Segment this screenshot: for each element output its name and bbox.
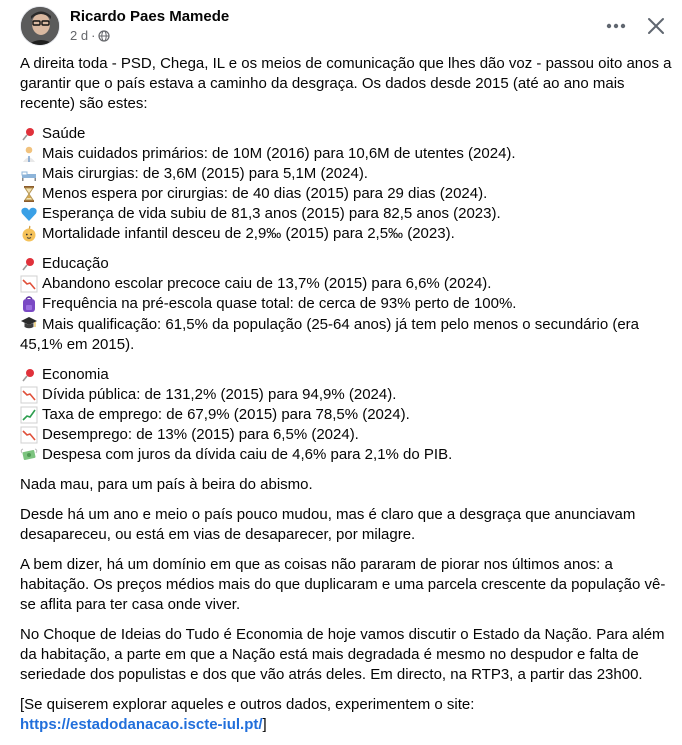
section-heading-label: Economia — [42, 366, 109, 383]
more-horizontal-icon — [606, 23, 626, 29]
list-item — [20, 224, 676, 244]
profile-photo-icon — [21, 7, 60, 46]
list-item — [20, 184, 676, 204]
link-suffix-text: ] — [262, 716, 267, 733]
section-educacao — [20, 254, 676, 355]
list-item — [20, 204, 676, 224]
avatar[interactable] — [20, 6, 60, 46]
pushpin-icon — [20, 255, 38, 273]
section-heading — [20, 124, 676, 144]
post-time[interactable]: 2 d — [70, 28, 89, 43]
post-meta — [70, 28, 110, 43]
section-heading — [20, 365, 676, 385]
more-options-button[interactable] — [602, 14, 630, 38]
hospital-bed-icon — [20, 165, 38, 183]
globe-icon — [98, 30, 110, 42]
list-item-text: Frequência na pré-escola quase total: de cerca de 93% perto de 100%. — [42, 295, 517, 312]
paragraph: No Choque de Ideias do Tudo é Economia de hoje vamos discutir o Estado da Nação. Para além da habitação, a parte em que a Nação está mais degradada é mesmo no despudor e falta de seriedade dos populistas e dos que vão atrás deles. Em directo, na RTP3, a partir das 23h00. — [20, 626, 665, 683]
section-heading-label: Educação — [42, 255, 109, 272]
paragraph-with-link — [20, 695, 676, 735]
section-heading-label: Saúde — [42, 125, 86, 142]
chart-increasing-icon — [20, 406, 38, 424]
list-item — [20, 405, 676, 425]
meta-separator: · — [91, 28, 96, 43]
pushpin-icon — [20, 125, 38, 143]
list-item-text: Abandono escolar precoce caiu de 13,7% (2015) para 6,6% (2024). — [42, 275, 492, 292]
list-item — [20, 144, 676, 164]
author-name[interactable]: Ricardo Paes Mamede — [70, 8, 230, 25]
close-button[interactable] — [642, 12, 670, 40]
post-intro: A direita toda - PSD, Chega, IL e os meios de comunicação que lhes dão voz - passou oito anos a garantir que o país estava a caminho da desgraça. Os dados desde 2015 (até ao ano mais recente) são estes: — [20, 55, 672, 112]
list-item — [20, 445, 676, 465]
backpack-icon — [20, 295, 38, 313]
money-wings-icon — [20, 446, 38, 464]
list-item-text: Desemprego: de 13% (2015) para 6,5% (2024). — [42, 426, 359, 443]
list-item-text: Taxa de emprego: de 67,9% (2015) para 78,5% (2024). — [42, 406, 410, 423]
list-item-text: Dívida pública: de 131,2% (2015) para 94,9% (2024). — [42, 386, 397, 403]
list-item — [20, 425, 676, 445]
section-saude — [20, 124, 676, 244]
baby-icon — [20, 225, 38, 243]
paragraph: Desde há um ano e meio o país pouco mudou, mas é claro que a desgraça que anunciavam desapareceu, ou está em vias de desaparecer, por milagre. — [20, 506, 636, 543]
list-item — [20, 385, 676, 405]
chart-decreasing-icon — [20, 386, 38, 404]
hourglass-icon — [20, 185, 38, 203]
list-item — [20, 274, 676, 294]
list-item-text: Mais qualificação: 61,5% da população (25-64 anos) já tem pelo menos o secundário (era 45,1% em 2015). — [20, 316, 640, 353]
doctor-icon — [20, 145, 38, 163]
section-heading — [20, 254, 676, 274]
post-header — [20, 6, 670, 50]
graduation-cap-icon — [20, 314, 38, 332]
external-link[interactable]: https://estadodanacao.iscte-iul.pt/ — [20, 716, 263, 733]
list-item-text: Despesa com juros da dívida caiu de 4,6% para 2,1% do PIB. — [42, 446, 453, 463]
post-body — [20, 54, 676, 745]
list-item-text: Mais cuidados primários: de 10M (2016) para 10,6M de utentes (2024). — [42, 145, 516, 162]
list-item-text: Mais cirurgias: de 3,6M (2015) para 5,1M (2024). — [42, 165, 368, 182]
list-item — [20, 294, 676, 314]
close-icon — [647, 17, 665, 35]
section-economia — [20, 365, 676, 465]
link-prefix-text: [Se quiserem explorar aqueles e outros dados, experimentem o site: — [20, 696, 475, 713]
blue-heart-icon — [20, 205, 38, 223]
pushpin-icon — [20, 366, 38, 384]
list-item — [20, 164, 676, 184]
chart-decreasing-icon — [20, 426, 38, 444]
list-item — [20, 314, 676, 355]
paragraph: A bem dizer, há um domínio em que as coisas não pararam de piorar nos últimos anos: a habitação. Os preços médios mais do que duplicaram e uma parcela crescente da população vê-se aflita para ter casa onde viver. — [20, 556, 666, 613]
list-item-text: Menos espera por cirurgias: de 40 dias (2015) para 29 dias (2024). — [42, 185, 488, 202]
list-item-text: Esperança de vida subiu de 81,3 anos (2015) para 82,5 anos (2023). — [42, 205, 501, 222]
paragraph: Nada mau, para um país à beira do abismo. — [20, 476, 313, 493]
chart-decreasing-icon — [20, 275, 38, 293]
list-item-text: Mortalidade infantil desceu de 2,9‰ (2015) para 2,5‰ (2023). — [42, 225, 455, 242]
